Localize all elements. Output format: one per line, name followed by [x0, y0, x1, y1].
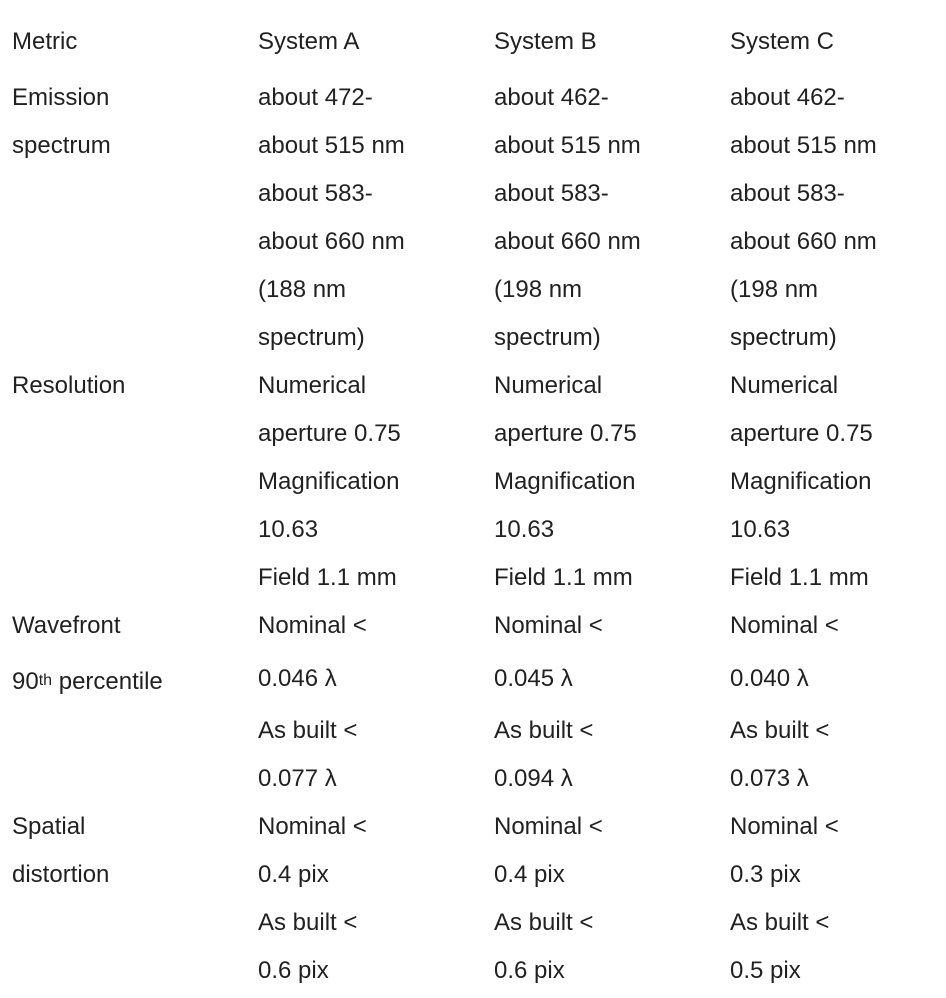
- percentile-label: 90th percentile: [12, 668, 163, 695]
